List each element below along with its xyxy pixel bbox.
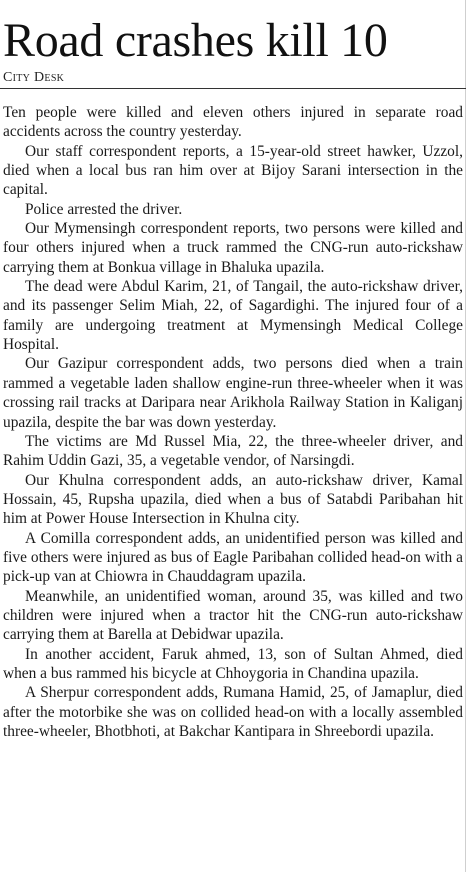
paragraph: Our Khulna correspondent adds, an auto-rickshaw driver, Kamal Hossain, 45, Rupsha upazila, died when a bus of Satabdi Paribahan hit him at Power House Intersection in Khulna city. xyxy=(3,471,463,528)
headline: Road crashes kill 10 xyxy=(3,14,388,67)
paragraph: Our Mymensingh correspondent reports, two persons were killed and four others injured when a truck rammed the CNG-run auto-rickshaw carrying them at Bonkua village in Bhaluka upazila. xyxy=(3,220,463,276)
paragraph: Our staff correspondent reports, a 15-year-old street hawker, Uzzol, died when a local bus ran him over at Bijoy Sarani intersection in the capital. xyxy=(3,142,463,199)
paragraph: A Comilla correspondent adds, an unidentified person was killed and five others were injured as bus of Eagle Paribahan collided head-on with a pick-up van at Chiowra in Chauddagram upazila. xyxy=(3,529,463,586)
paragraph: Meanwhile, an unidentified woman, around 35, was killed and two children were injured when a tractor hit the CNG-run auto-rickshaw carrying them at Barella at Debidwar upazila. xyxy=(3,587,463,644)
paragraph: Police arrested the driver. xyxy=(25,200,183,218)
paragraph: A Sherpur correspondent adds, Rumana Hamid, 25, of Jamaplur, died after the motorbike she was on collided head-on with a locally assembled three-wheeler, Bhotbhoti, at Bakchar Kantipara in Shreebordi upazila. xyxy=(3,684,463,740)
byline: City Desk xyxy=(3,70,65,85)
article-body xyxy=(0,89,465,741)
paragraph: Ten people were killed and eleven others injured in separate road accidents across the country yesterday. xyxy=(3,104,463,141)
paragraph: Our Gazipur correspondent adds, two persons died when a train rammed a vegetable laden shallow engine-run three-wheeler when it was crossing rail tracks at Daripara near Arikhola Railway Station in Kaliganj upazila, despite the bar was down yesterday. xyxy=(3,355,463,431)
paragraph: In another accident, Faruk ahmed, 13, son of Sultan Ahmed, died when a bus rammed his bicycle at Chhoygoria in Chandina upazila. xyxy=(3,645,463,682)
paragraph: The dead were Abdul Karim, 21, of Tangail, the auto-rickshaw driver, and its passenger Selim Miah, 22, of Sagardighi. The injured four of a family are undergoing treatment at Mymensingh Medical College Hospital. xyxy=(3,278,463,354)
paragraph: The victims are Md Russel Mia, 22, the three-wheeler driver, and Rahim Uddin Gazi, 35, a vegetable vendor, of Narsingdi. xyxy=(3,432,463,470)
